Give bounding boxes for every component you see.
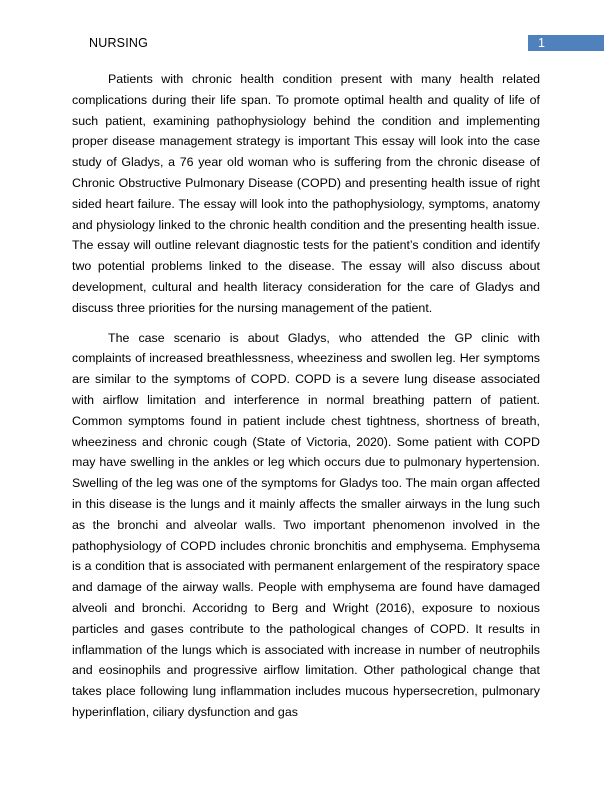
paragraph-introduction: Patients with chronic health condition present with many health related complications during their life span. To promote optimal health and quality of life of such patient, examining pathophysiology behind the condition and implementing proper disease management strategy is important This essay will look into the case study of Gladys, a 76 year old woman who is suffering from the chronic disease of Chronic Obstructive Pulmonary Disease (COPD) and presenting health issue of right sided heart failure. The essay will look into the pathophysiology, symptoms, anatomy and physiology linked to the chronic health condition and the presenting health issue. The essay will outline relevant diagnostic tests for the patient’s condition and identify two potential problems linked to the disease. The essay will also discuss about development, cultural and health literacy consideration for the care of Gladys and discuss three priorities for the nursing management of the patient.	[72, 72, 540, 315]
running-header-title: NURSING	[89, 36, 149, 50]
page-number-bar	[528, 35, 604, 51]
document-body	[72, 69, 540, 732]
page-number: 1	[538, 36, 545, 50]
paragraph-case-scenario: The case scenario is about Gladys, who attended the GP clinic with complaints of increased breathlessness, wheeziness and swollen leg. Her symptoms are similar to the symptoms of COPD. COPD is a severe lung disease associated with airflow limitation and interference in normal breathing pattern of patient. Common symptoms found in patient include chest tightness, shortness of breath, wheeziness and chronic cough (State of Victoria, 2020). Some patient with COPD may have swelling in the ankles or leg which occurs due to pulmonary hypertension. Swelling of the leg was one of the symptoms for Gladys too. The main organ affected in this disease is the lungs and it mainly affects the smaller airways in the lung such as the bronchi and alveolar walls. Two important phenomenon involved in the pathophysiology of COPD includes chronic bronchitis and emphysema. Emphysema is a condition that is associated with permanent enlargement of the respiratory space and damage of the airway walls. People with emphysema are found have damaged alveoli and bronchi. Accoridng to Berg and Wright (2016), exposure to noxious particles and gases contribute to the pathological changes of COPD. It results in inflammation of the lungs which is associated with increase in number of neutrophils and eosinophils and progressive airflow limitation. Other pathological change that takes place following lung inflammation includes mucous hypersecretion, pulmonary hyperinflation, ciliary dysfunction and gas	[72, 330, 540, 719]
